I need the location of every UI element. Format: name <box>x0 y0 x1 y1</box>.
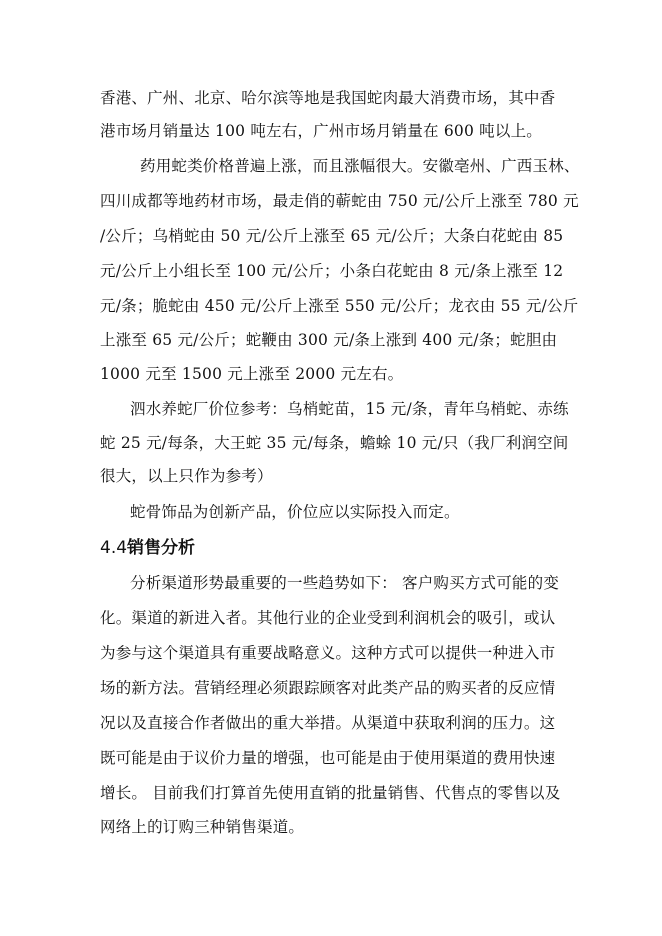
paragraph-4-line-1: 蛇骨饰品为创新产品，价位应以实际投入而定。 <box>130 503 460 521</box>
paragraph-5-line-7: 增长。 目前我们打算首先使用直销的批量销售、代售点的零售以及 <box>100 784 561 802</box>
paragraph-5-line-8: 网络上的订购三种销售渠道。 <box>100 818 305 836</box>
section-number: 4.4 <box>100 538 128 558</box>
paragraph-3-line-2: 蛇 25 元/每条，大王蛇 35 元/每条，蟾蜍 10 元/只（我厂利润空间 <box>100 434 569 452</box>
paragraph-2-line-1: 药用蛇类价格普遍上涨，而且涨幅很大。安徽亳州、广西玉林、 <box>140 157 580 175</box>
paragraph-5-line-4: 场的新方法。营销经理必须跟踪顾客对此类产品的购买者的反应情 <box>100 679 556 697</box>
paragraph-5-line-6: 既可能是由于议价力量的增强，也可能是由于使用渠道的费用快速 <box>100 749 556 767</box>
paragraph-2-line-6: 上涨至 65 元/公斤；蛇鞭由 300 元/条上涨到 400 元/条；蛇胆由 <box>100 331 558 349</box>
paragraph-2-line-3: /公斤；乌梢蛇由 50 元/公斤上涨至 65 元/公斤；大条白花蛇由 85 <box>100 227 564 245</box>
paragraph-1-line-2: 港市场月销量达 100 吨左右，广州市场月销量在 600 吨以上。 <box>100 122 542 140</box>
paragraph-2-line-4: 元/公斤上小组长至 100 元/公斤；小条白花蛇由 8 元/条上涨至 12 <box>100 262 564 280</box>
paragraph-5-line-5: 况以及直接合作者做出的重大举措。从渠道中获取利润的压力。这 <box>100 714 556 732</box>
paragraph-2-line-7: 1000 元至 1500 元上涨至 2000 元左右。 <box>100 365 404 383</box>
paragraph-5-line-3: 为参与这个渠道具有重要战略意义。这种方式可以提供一种进入市 <box>100 644 556 662</box>
paragraph-3-line-1: 泗水养蛇厂价位参考：乌梢蛇苗，15 元/条，青年乌梢蛇、赤练 <box>130 400 569 418</box>
paragraph-5-line-1: 分析渠道形势最重要的一些趋势如下： 客户购买方式可能的变 <box>130 574 560 592</box>
section-title: 销售分析 <box>127 538 196 558</box>
paragraph-2-line-5: 元/条；脆蛇由 450 元/公斤上涨至 550 元/公斤；龙衣由 55 元/公斤 <box>100 297 579 315</box>
paragraph-3-line-3: 很大，以上只作为参考） <box>100 467 273 485</box>
section-heading <box>100 537 195 559</box>
paragraph-2-line-2: 四川成都等地药材市场，最走俏的蕲蛇由 750 元/公斤上涨至 780 元 <box>100 192 579 210</box>
paragraph-1-line-1: 香港、广州、北京、哈尔滨等地是我国蛇肉最大消费市场，其中香 <box>100 89 556 107</box>
paragraph-5-line-2: 化。渠道的新进入者。其他行业的企业受到利润机会的吸引，或认 <box>100 609 556 627</box>
